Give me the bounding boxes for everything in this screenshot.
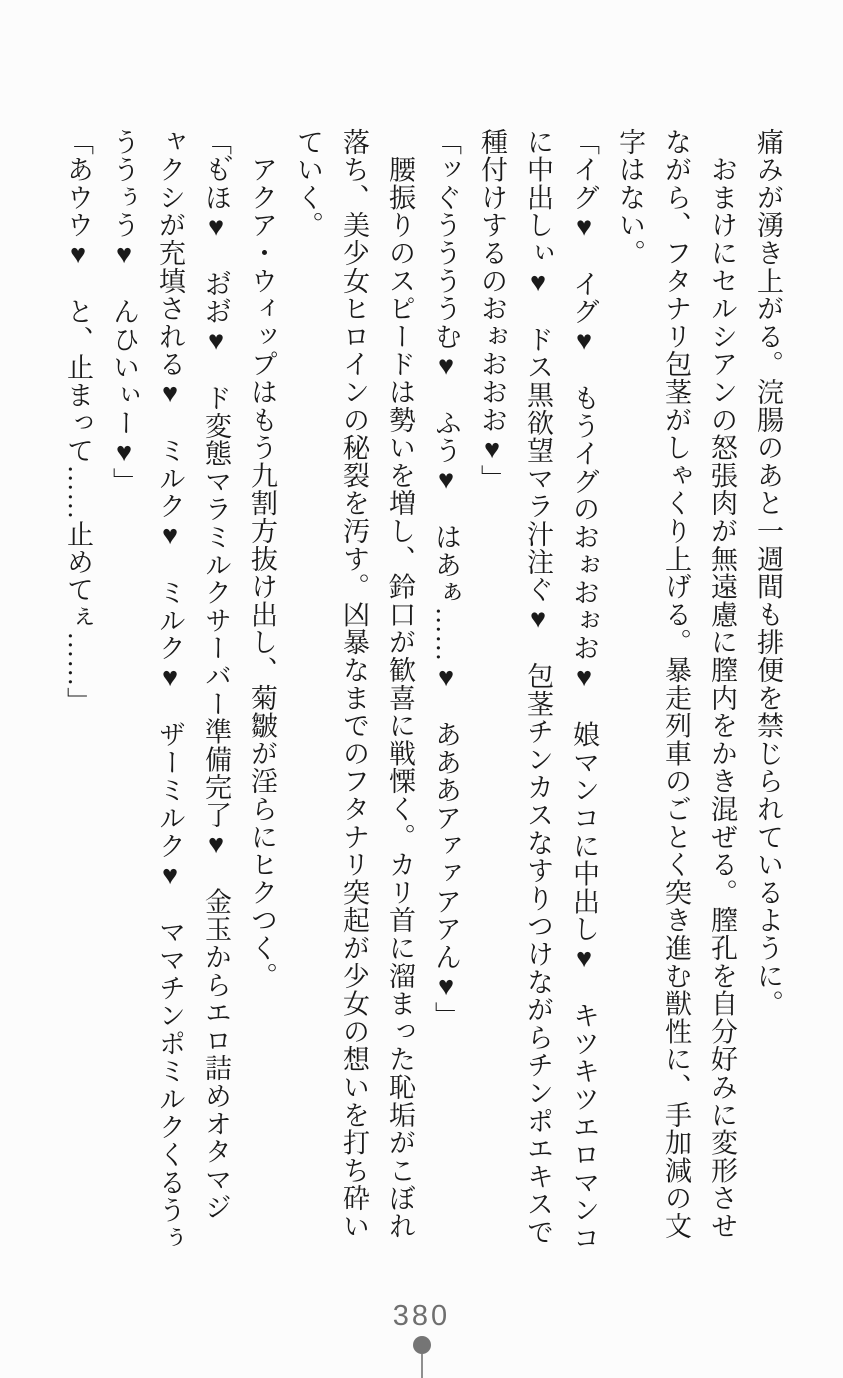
text-line: おまけにセルシアンの怒張肉が無遠慮に膣内をかき混ぜる。膣孔を自分好みに変形させ xyxy=(707,128,737,1240)
text-line: 種付けするのおぉおおお♥」 xyxy=(477,128,507,493)
page-number: 380 xyxy=(392,1300,451,1332)
page-footer xyxy=(0,1302,843,1378)
text-line: に中出しぃ♥ ドス黒欲望マラ汁注ぐ♥ 包茎チンカスなすりつけながらチンポエキスで xyxy=(523,128,553,1246)
text-line: アクア・ウィップはもう九割方抜け出し、菊皺が淫らにヒクつく。 xyxy=(247,128,277,990)
text-line: 「あウウ♥ と、止まって……止めてぇ……」 xyxy=(63,128,93,715)
text-line: ていく。 xyxy=(293,128,323,240)
page-ornament-circle-icon xyxy=(413,1336,431,1354)
text-line: 痛みが湧き上がる。浣腸のあと一週間も排便を禁じられているように。 xyxy=(753,128,783,1018)
text-line: 字はない。 xyxy=(615,128,645,267)
text-line: 落ち、美少女ヒロインの秘裂を汚す。凶暴なまでのフタナリ突起が少女の想いを打ち砕い xyxy=(339,128,369,1240)
text-line: ううぅう♥ んひいぃー♥」 xyxy=(109,128,139,496)
text-line: 「も゙ほ♥ お゙お゙♥ ド変態マラミルクサーバー準備完了♥ 金玉からエロ詰めオタマジ xyxy=(201,128,231,1222)
body-text xyxy=(55,128,791,1252)
text-line: 「イグ♥ イグ♥ もうイグのおぉおぉお♥ 娘マンコに中出し♥ キツキツエロマンコ xyxy=(569,128,599,1252)
text-line: 「ッぐううううむ♥ ふう♥ はあぁ……♥ あああアァァアアん♥」 xyxy=(431,128,461,1030)
text-line: ながら、フタナリ包茎がしゃくり上げる。暴走列車のごとく突き進む獣性に、手加減の文 xyxy=(661,128,691,1240)
page-ornament-line xyxy=(421,1354,423,1378)
text-line: 腰振りのスピードは勢いを増し、鈴口が歓喜に戦慄く。カリ首に溜まった恥垢がこぼれ xyxy=(385,128,415,1240)
text-line: ャクシが充填される♥ ミルク♥ ミルク♥ ザーミルク♥ ママチンポミルクくるうぅ xyxy=(155,128,185,1252)
